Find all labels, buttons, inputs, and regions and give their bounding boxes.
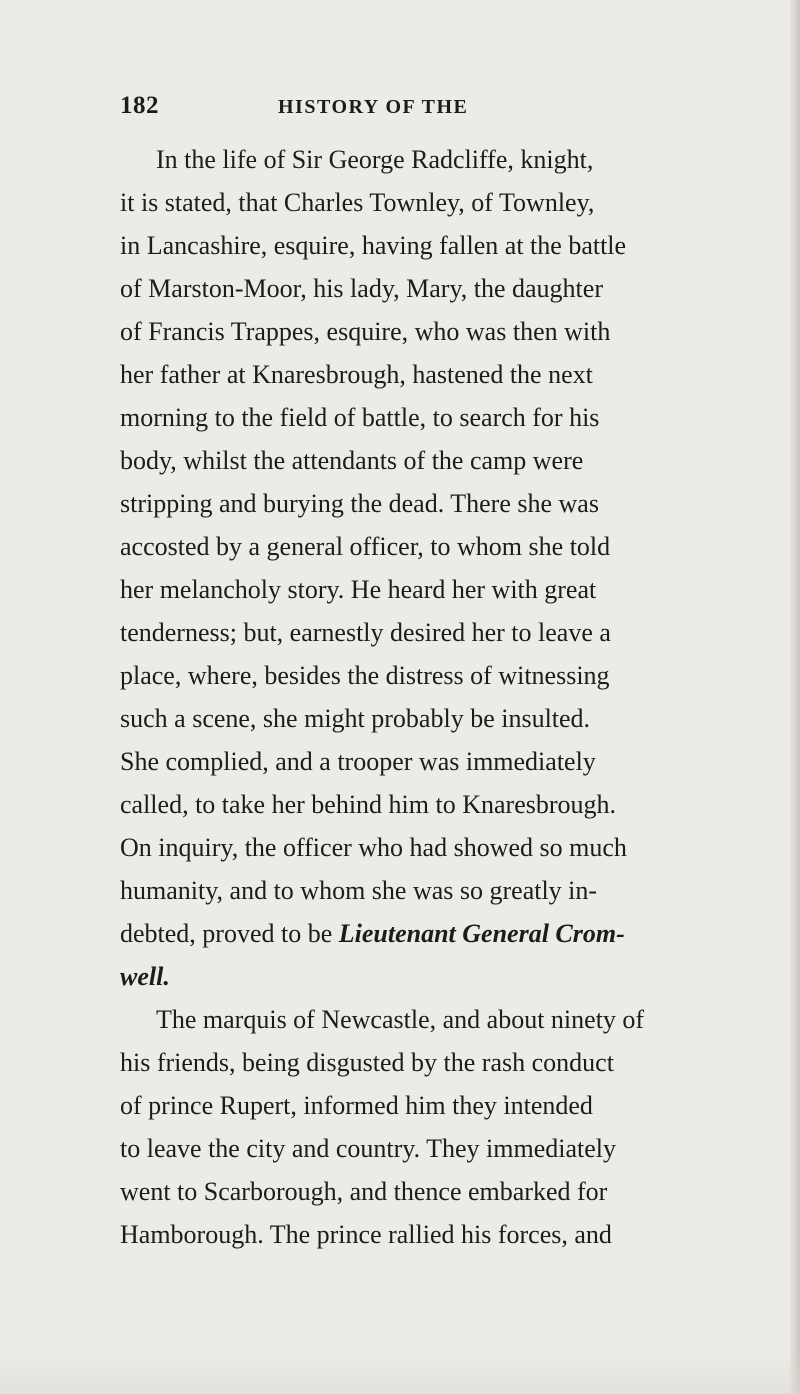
italic-name-end: well. (120, 962, 170, 991)
italic-name: Lieutenant General Crom- (338, 919, 625, 948)
page-number: 182 (120, 92, 159, 119)
text-line: accosted by a general officer, to whom she told (120, 532, 611, 561)
text-line: went to Scarborough, and thence embarked for (120, 1177, 608, 1206)
text-line: In the life of Sir George Radcliffe, knight, (156, 145, 594, 174)
text-line: body, whilst the attendants of the camp were (120, 446, 584, 475)
text-line: place, where, besides the distress of witnessing (120, 661, 610, 690)
text-line-with-italic (120, 912, 756, 955)
page-header (120, 92, 760, 132)
text-line: Hamborough. The prince rallied his forces, and (120, 1220, 612, 1249)
text-line: her melancholy story. He heard her with great (120, 575, 597, 604)
text-line: morning to the field of battle, to search for his (120, 403, 600, 432)
text-line: of Francis Trappes, esquire, who was then with (120, 317, 611, 346)
page-bottom-shadow (0, 1354, 800, 1394)
text-line: of Marston-Moor, his lady, Mary, the daughter (120, 274, 603, 303)
text-segment: debted, proved to be (120, 919, 339, 948)
text-line-italic (120, 955, 756, 998)
text-line: such a scene, she might probably be insulted. (120, 704, 591, 733)
text-line: to leave the city and country. They immediately (120, 1134, 617, 1163)
running-head: HISTORY OF THE (278, 96, 469, 118)
text-line: On inquiry, the officer who had showed so much (120, 833, 627, 862)
text-line: She complied, and a trooper was immediately (120, 747, 596, 776)
body-text (120, 138, 756, 1256)
text-line: of prince Rupert, informed him they intended (120, 1091, 593, 1120)
text-line: his friends, being disgusted by the rash conduct (120, 1048, 614, 1077)
text-line: humanity, and to whom she was so greatly in- (120, 876, 598, 905)
text-line: in Lancashire, esquire, having fallen at the battle (120, 231, 627, 260)
text-line: stripping and burying the dead. There she was (120, 489, 599, 518)
page-edge-shadow (790, 0, 800, 1394)
text-line: tenderness; but, earnestly desired her to leave a (120, 618, 611, 647)
text-line: her father at Knaresbrough, hastened the next (120, 360, 593, 389)
text-line: The marquis of Newcastle, and about ninety of (156, 1005, 645, 1034)
text-line: it is stated, that Charles Townley, of Townley, (120, 188, 595, 217)
text-line: called, to take her behind him to Knaresbrough. (120, 790, 617, 819)
